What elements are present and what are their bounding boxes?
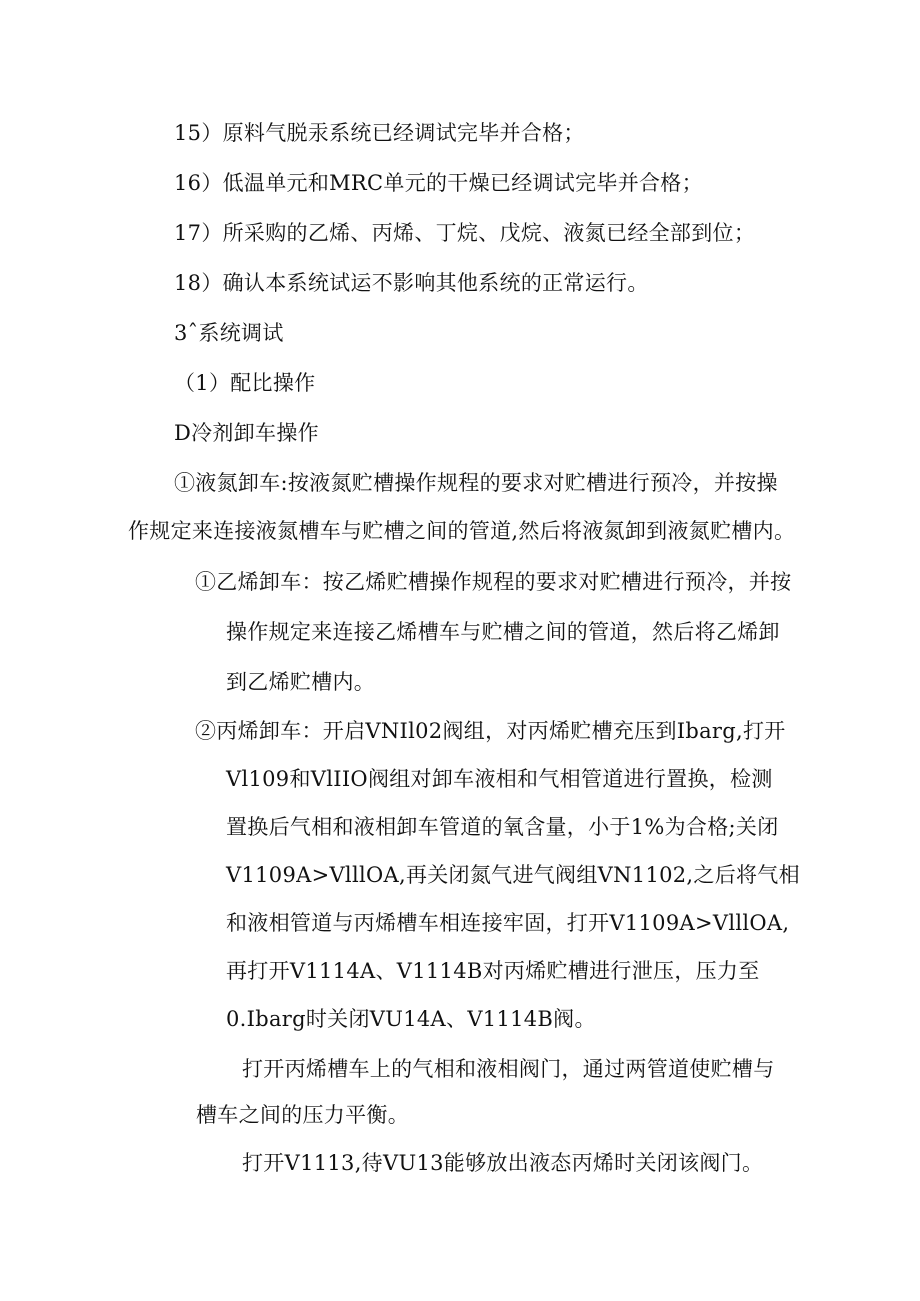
nitrogen-para-line-1: ①液氮卸车:按液氮贮槽操作规程的要求对贮槽进行预冷，并按操	[174, 471, 778, 495]
subsection-heading: （1）配比操作	[174, 371, 316, 395]
prereq-item-18: 18）确认本系统试运不影响其他系统的正常运行。	[174, 271, 649, 295]
balance-para-line-2: 槽车之间的压力平衡。	[196, 1103, 409, 1127]
propylene-para-line-4: V1109A>VlllOA,再关闭氮气进气阀组VN1102,之后将气相	[226, 863, 800, 887]
propylene-para-line-2: Vl109和VlIIO阀组对卸车液相和气相管道进行置换，检测	[226, 767, 773, 791]
prereq-item-15: 15）原料气脱汞系统已经调试完毕并合格；	[174, 121, 585, 145]
section-heading: 3ˆ系统调试	[174, 321, 284, 345]
propylene-para-line-7: 0.Ibarg时关闭VU14A、V1114B阀。	[226, 1007, 596, 1031]
ethylene-para-line-1: ①乙烯卸车：按乙烯贮槽操作规程的要求对贮槽进行预冷，并按	[195, 570, 792, 594]
propylene-para-line-1: ②丙烯卸车：开启VNIl02阀组，对丙烯贮槽充压到Ibarg,打开	[195, 719, 786, 743]
propylene-para-line-3: 置换后气相和液相卸车管道的氧含量，小于1%为合格;关闭	[226, 815, 779, 839]
prereq-item-17: 17）所采购的乙烯、丙烯、丁烷、戊烷、液氮已经全部到位；	[174, 221, 756, 245]
ethylene-para-line-3: 到乙烯贮槽内。	[226, 670, 376, 694]
prereq-item-16: 16）低温单元和MRC单元的干燥已经调试完毕并合格；	[174, 171, 703, 195]
propylene-para-line-6: 再打开V1114A、V1114B对丙烯贮槽进行泄压，压力至	[226, 959, 760, 983]
propylene-para-line-5: 和液相管道与丙烯槽车相连接牢固，打开V1109A>VlllOA,	[226, 911, 790, 935]
balance-para-line-1: 打开丙烯槽车上的气相和液相阀门，通过两管道使贮槽与	[242, 1057, 775, 1081]
nitrogen-para-line-2: 作规定来连接液氮槽车与贮槽之间的管道,然后将液氮卸到液氮贮槽内。	[128, 519, 796, 543]
sub-sub-heading: D冷剂卸车操作	[174, 421, 319, 445]
release-para: 打开V1113,待VU13能够放出液态丙烯时关闭该阀门。	[242, 1151, 764, 1175]
ethylene-para-line-2: 操作规定来连接乙烯槽车与贮槽之间的管道，然后将乙烯卸	[226, 620, 780, 644]
